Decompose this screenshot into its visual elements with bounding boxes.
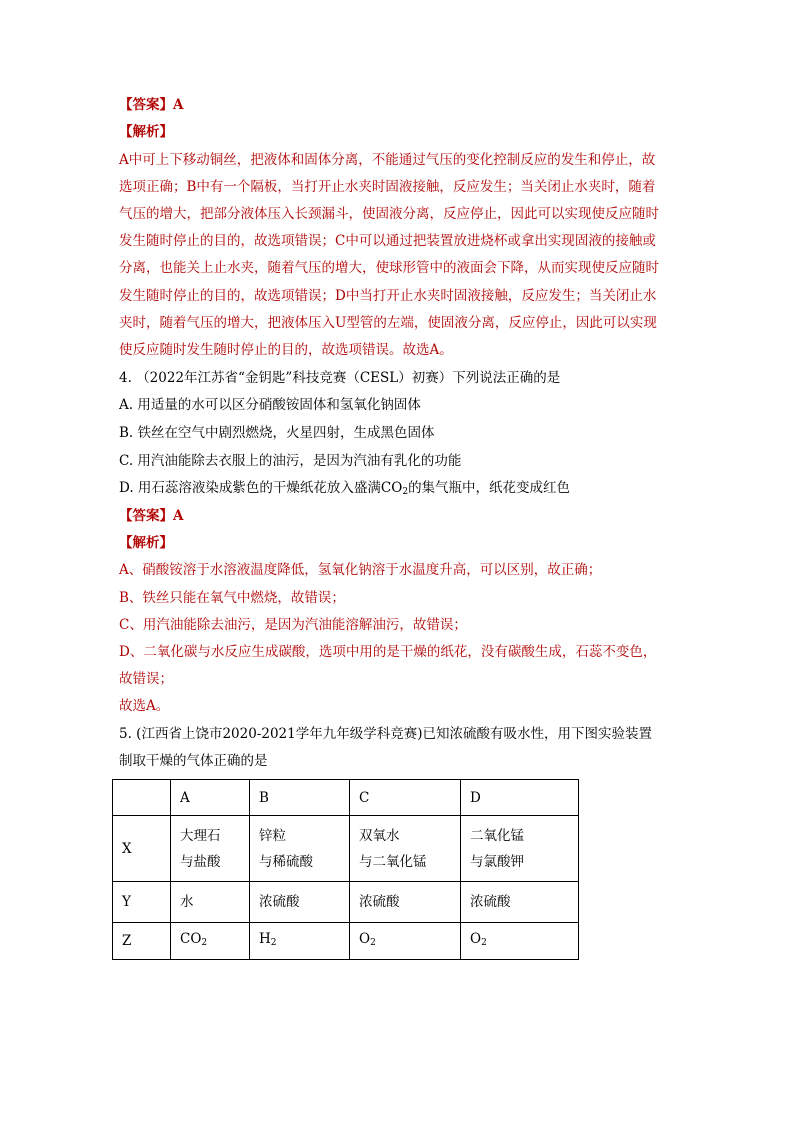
- table-cell: 浓硫酸: [350, 882, 461, 923]
- q4-answer: 【答案】A: [119, 508, 184, 524]
- q3-analysis-line: A中可上下移动铜丝，把液体和固体分离，不能通过气压的变化控制反应的发生和停止，故: [119, 152, 656, 168]
- q4-analysis-line: 故错误；: [119, 671, 173, 687]
- table-row-x: [113, 816, 579, 882]
- table-cell: $H_2$: [250, 923, 350, 960]
- q5-options-table: [112, 779, 579, 960]
- table-header-cell: A: [171, 780, 250, 816]
- q4-analysis-label: 【解析】: [119, 535, 173, 551]
- q4-option-c: C. 用汽油能除去衣服上的油污，是因为汽油有乳化的功能: [119, 453, 462, 469]
- table-header-cell: C: [350, 780, 461, 816]
- row-label: Y: [113, 882, 171, 923]
- q5-stem-line: 5. (江西省上饶市2020-2021学年九年级学科竞赛)已知浓硫酸有吸水性，用下图实验装置: [119, 726, 652, 742]
- table-header-cell: B: [250, 780, 350, 816]
- q3-answer: 【答案】A: [119, 97, 184, 113]
- table-header-row: [113, 780, 579, 816]
- table-cell: 浓硫酸: [250, 882, 350, 923]
- q4-option-b: B. 铁丝在空气中剧烈燃烧，火星四射，生成黑色固体: [119, 425, 435, 441]
- q3-analysis-line: 夹时，随着气压的增大，把液体压入U型管的左端，使固液分离，反应停止，因此可以实现: [119, 315, 657, 331]
- table-row-z: [113, 923, 579, 960]
- q4-analysis-line: C、用汽油能除去油污，是因为汽油能溶解油污，故错误；: [119, 617, 467, 633]
- table-cell: 大理石 与盐酸: [171, 816, 250, 882]
- q3-analysis-line: 分离，也能关上止水夹，随着气压的增大，使球形管中的液面会下降，从而实现使反应随时: [119, 260, 659, 276]
- q3-analysis-label: 【解析】: [119, 124, 173, 140]
- q4-stem: 4. （2022年江苏省“金钥匙”科技竞赛（CESL）初赛）下列说法正确的是: [119, 370, 561, 386]
- row-label: X: [113, 816, 171, 882]
- table-header-cell: D: [461, 780, 579, 816]
- q3-analysis-line: 选项正确；B中有一个隔板，当打开止水夹时固液接触，反应发生；当关闭止水夹时，随着: [119, 179, 656, 195]
- q3-analysis-line: 气压的增大，把部分液体压入长颈漏斗，使固液分离，反应停止，因此可以实现使反应随时: [119, 206, 659, 222]
- table-cell: $O_2$: [461, 923, 579, 960]
- q4-analysis-line: B、铁丝只能在氧气中燃烧，故错误；: [119, 590, 345, 606]
- table-cell: 水: [171, 882, 250, 923]
- table-cell: $CO_2$: [171, 923, 250, 960]
- q4-analysis-line: D、二氧化碳与水反应生成碳酸，选项中用的是干燥的纸花，没有碳酸生成，石蕊不变色，: [119, 644, 657, 660]
- q4-option-d: D. 用石蕊溶液染成紫色的干燥纸花放入盛满$CO_2$的集气瓶中，纸花变成红色: [119, 480, 571, 497]
- table-cell: 锌粒 与稀硫酸: [250, 816, 350, 882]
- row-label: Z: [113, 923, 171, 960]
- table-cell: 双氧水 与二氧化锰: [350, 816, 461, 882]
- q3-analysis-line: 使反应随时发生随时停止的目的，故选项错误。故选A。: [119, 342, 453, 358]
- q5-stem-line: 制取干燥的气体正确的是: [119, 753, 268, 769]
- table-row-y: [113, 882, 579, 923]
- q3-analysis-line: 发生随时停止的目的，故选项错误；C中可以通过把装置放进烧杯或拿出实现固液的接触或: [119, 233, 656, 249]
- table-cell: 浓硫酸: [461, 882, 579, 923]
- table-cell: $O_2$: [350, 923, 461, 960]
- q3-analysis-line: 发生随时停止的目的，故选项错误；D中当打开止水夹时固液接触，反应发生；当关闭止水: [119, 288, 657, 304]
- table-cell: [113, 780, 171, 816]
- q4-analysis-line: A、硝酸铵溶于水溶液温度降低，氢氧化钠溶于水温度升高，可以区别，故正确；: [119, 562, 602, 578]
- table-cell: 二氧化锰 与氯酸钾: [461, 816, 579, 882]
- q4-option-a: A. 用适量的水可以区分硝酸铵固体和氢氧化钠固体: [119, 397, 421, 413]
- q4-analysis-line: 故选A。: [119, 698, 170, 714]
